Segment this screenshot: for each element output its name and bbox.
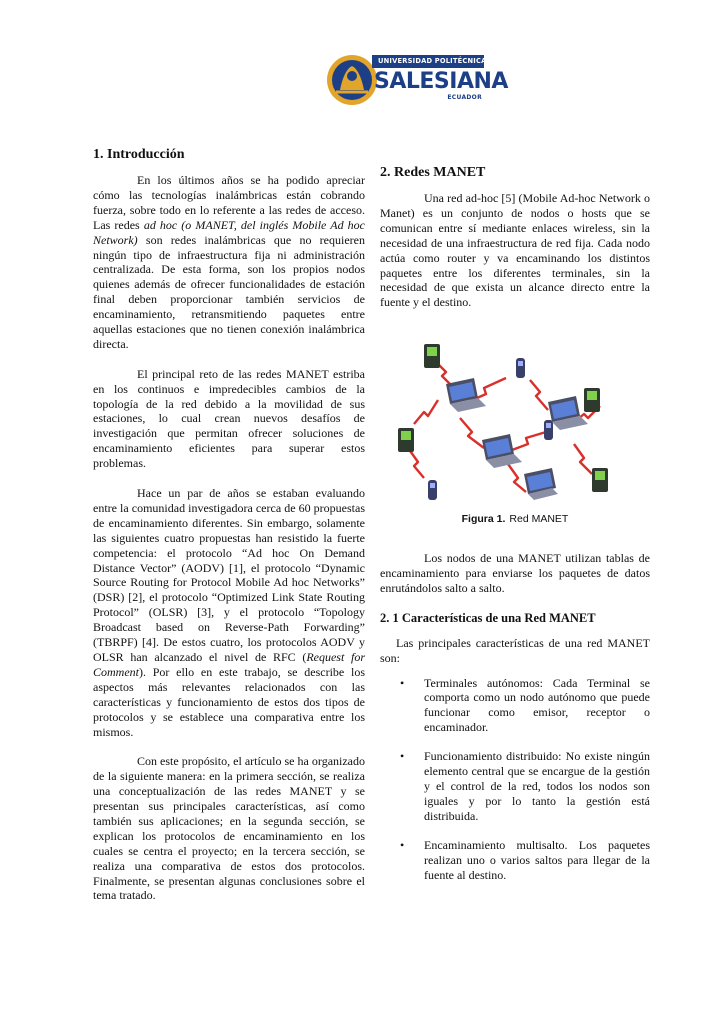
right-column	[380, 164, 650, 896]
subsection-heading-caracteristicas: 2. 1 Características de una Red MANET	[380, 610, 596, 625]
left-column	[93, 146, 365, 918]
characteristics-list	[400, 676, 650, 883]
manet-diagram	[388, 332, 636, 502]
manet-paragraph-3: Las principales características de una red MANET son:	[380, 635, 650, 665]
bullet-icon: •	[400, 675, 405, 690]
link-4	[530, 380, 548, 410]
intro-paragraph-1: En los últimos años se ha podido apreciar cómo las tecnologías inalámbricas están cobrando fuerza, sobre todo en lo referente a las redes de acceso. Las redes ad hoc (o MANET, del inglés Mobile Ad hoc Network) son redes inalámbricas que no requieren ningún tipo de infraestructura fija ni administración centralizada. De esta forma, son los propios nodos quienes además de ofrecer funcionalidades de estación final deben proporcionar también servicios de encaminamiento, retransmitiendo paquetes entre aquellas estaciones que no tienen conexión inalámbrica directa.	[93, 173, 365, 351]
rfc-emphasis: Request for Comment	[93, 649, 365, 679]
manet-paragraph-1: Una red ad-hoc [5] (Mobile Ad-hoc Network o Manet) es un conjunto de nodos o hosts que se comunican entre sí mediante enlaces wireless, sin la necesidad de una infraestructura de red fija. Cada nodo actúa como router y va encaminando los distintos paquetes entre los diferentes terminales, sin la necesidad de que exista un alcance directo entre la fuente y el destino.	[380, 191, 650, 310]
figure-title: Red MANET	[509, 513, 569, 526]
list-item: • Funcionamiento distribuido: No existe ningún elemento central que se encargue de la gestión y el control de la red, todos los nodos son iguales y por lo tanto la gestión está distribuida.	[400, 749, 650, 823]
section-heading-redes-manet: 2. Redes MANET	[380, 165, 486, 180]
figure-label: Figura 1.	[461, 513, 506, 526]
link-10	[408, 448, 424, 478]
section-heading-introduccion: 1. Introducción	[93, 147, 185, 162]
list-item: • Terminales autónomos: Cada Terminal se comporta como un nodo autónomo que puede funcionar como emisor, receptor o encaminador.	[400, 675, 650, 735]
list-item: • Encaminamiento multisalto. Los paquetes realizan uno o varios saltos para llegar de la fuente al destino.	[400, 837, 650, 882]
logo-university-label: UNIVERSIDAD POLITÉCNICA	[372, 55, 484, 68]
bullet-icon: •	[400, 837, 405, 852]
link-6	[512, 432, 546, 450]
logo-country: ECUADOR	[447, 94, 482, 101]
logo-wordmark: SALESIANA	[374, 69, 508, 94]
university-logo	[326, 52, 508, 114]
manet-paragraph-2: Los nodos de una MANET utilizan tablas de encaminamiento para enviarse los paquetes de datos enrutándolos salto a salto.	[380, 551, 650, 595]
link-2	[414, 400, 438, 424]
link-9	[574, 444, 592, 474]
figure-caption	[380, 512, 650, 527]
intro-paragraph-2: El principal reto de las redes MANET estriba en los continuos e impredecibles cambios de la topología de la red debido a la movilidad de sus estaciones, lo cual crean nuevos desafíos de investigación que permitan ofrecer soluciones de encaminamiento eficientes para superar estos problemas.	[93, 366, 365, 471]
intro-emphasis: ad hoc (o MANET, del inglés Mobile Ad hoc Network)	[93, 217, 365, 247]
university-seal-icon	[326, 52, 378, 108]
intro-paragraph-4: Con este propósito, el artículo se ha organizado de la siguiente manera: en la primera sección, se realiza una conceptualización de las redes MANET y se presentan sus principales características, así como también sus aplicaciones; en la segunda sección, se explican los protocolos de encaminamiento en los cuales se centra el proyecto; en la tercera sección, se realiza una comparativa de estos dos protocolos. Finalmente, se presentan algunas conclusiones sobre el tema tratado.	[93, 754, 365, 903]
link-5	[460, 418, 484, 448]
laptop-device-icon	[446, 378, 588, 500]
bullet-icon: •	[400, 749, 405, 764]
manet-network-figure	[388, 332, 636, 502]
link-8	[508, 464, 526, 492]
intro-paragraph-3: Hace un par de años se estaban evaluando entre la comunidad investigadora cerca de 60 propuestas de encaminamiento diferentes. Sin embargo, solamente las siguientes cuatro propuestas han resistido la fuerte competencia: el protocolo “Ad hoc On Demand Distance Vector” (AODV) [1], el protocolo “Dynamic Source Routing for Protocol Mobile Ad hoc Networks” (DSR) [2], el protocolo “Optimized Link State Routing Protocol” (OLSR) [3], y el protocolo “Topology Broadcast based on Reverse-Path Forwarding” (TBRPF) [4]. De estos cuatro, los protocolos AODV y OLSR han alcanzado el nivel de RFC (Request for Comment). Por ello en este trabajo, se describe los aspectos más relevantes relacionados con las características y funcionamiento de estos dos tipos de protocolos y se establece una comparativa entre los mismos.	[93, 486, 365, 739]
